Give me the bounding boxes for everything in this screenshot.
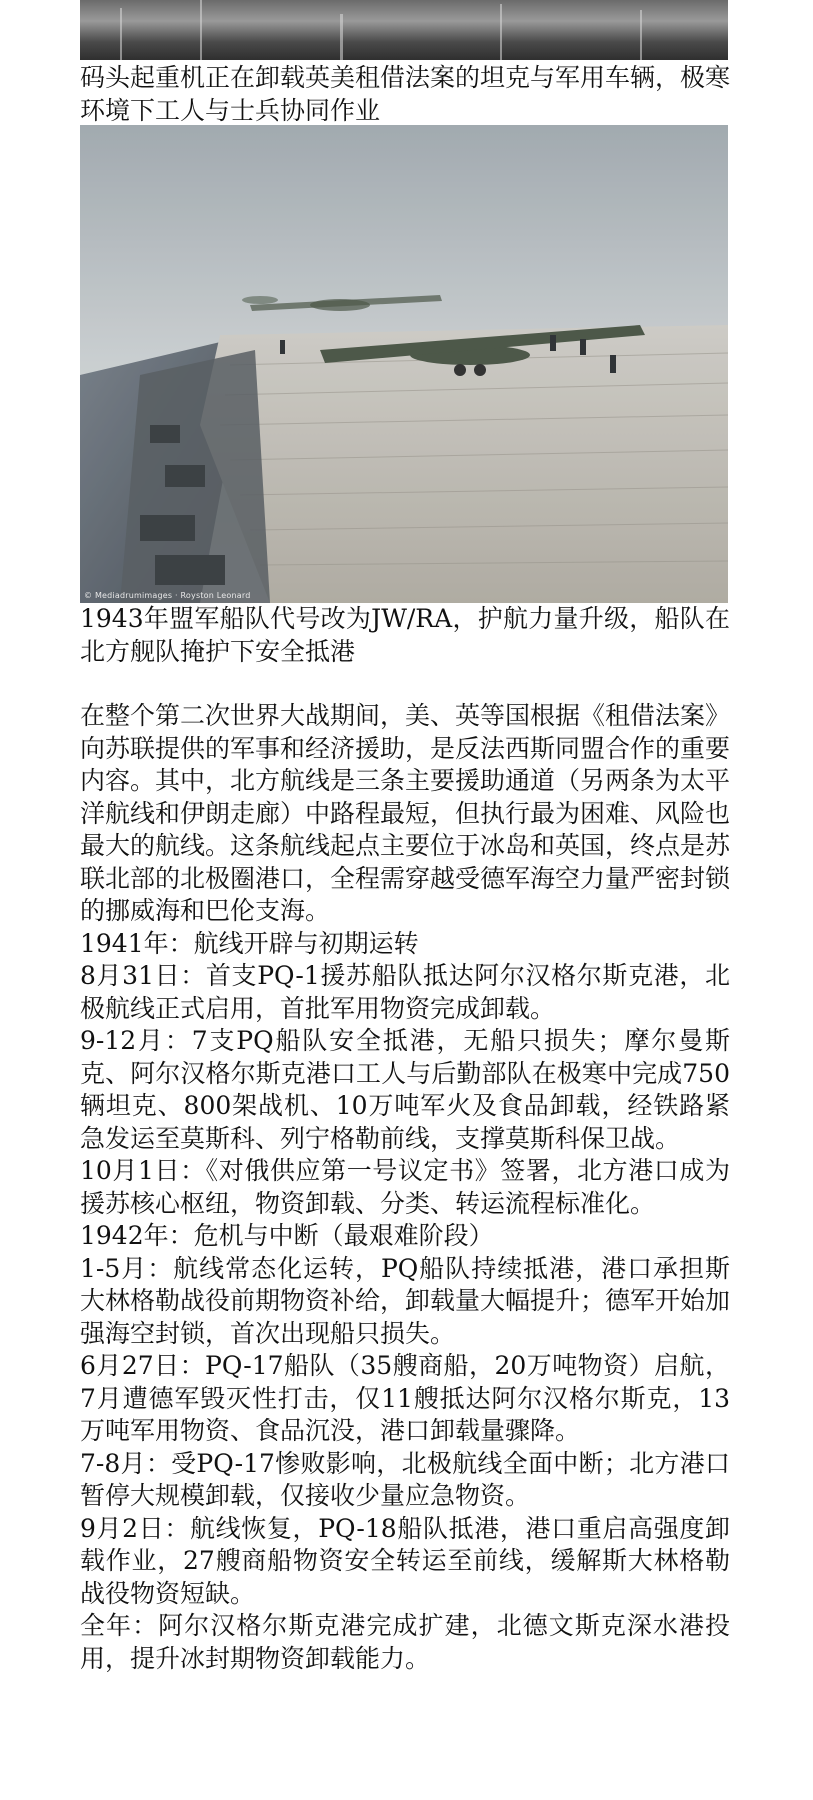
intro-paragraph: 在整个第二次世界大战期间，美、英等国根据《租借法案》向苏联提供的军事和经济援助，是反法西斯同盟合作的重要内容。其中，北方航线是三条主要援助通道（另两条为太平洋航线和伊朗走廊）中路程最短，但执行最为困难、风险也最大的航线。这条航线起点主要位于冰岛和英国，终点是苏联北部的北极圈港口，全程需穿越受德军海空力量严密封锁的挪威海和巴伦支海。 [80,701,731,925]
timeline-entry: 6月27日：PQ-17船队（35艘商船，20万吨物资）启航，7月遭德军毁灭性打击，仅11艘抵达阿尔汉格尔斯克，13万吨军用物资、食品沉没，港口卸载量骤降。 [80,1351,730,1445]
photo-caption-1: 码头起重机正在卸载英美租借法案的坦克与军用车辆，极寒环境下工人与士兵协同作业 [80,63,731,125]
section-heading-1942: 1942年：危机与中断（最艰难阶段） [80,1221,494,1250]
carrier-photo [80,125,728,603]
timeline-entry: 全年：阿尔汉格尔斯克港完成扩建，北德文斯克深水港投用，提升冰封期物资卸载能力。 [80,1611,730,1673]
timeline-entry: 7-8月：受PQ-17惨败影响，北极航线全面中断；北方港口暂停大规模卸载，仅接收少量应急物资。 [80,1448,730,1510]
timeline-entry: 9月2日：航线恢复，PQ-18船队抵港，港口重启高强度卸载作业，27艘商船物资安全转运至前线，缓解斯大林格勒战役物资短缺。 [80,1513,730,1608]
timeline-entry: 9-12月：7支PQ船队安全抵港，无船只损失；摩尔曼斯克、阿尔汉格尔斯克港口工人与后勤部队在极寒中完成750辆坦克、800架战机、10万吨军火及食品卸载，经铁路紧急发运至莫斯科、列宁格勒前线，支撑莫斯科保卫战。 [80,1026,730,1153]
photo-caption-2: 1943年盟军船队代号改为JW/RA，护航力量升级，船队在北方舰队掩护下安全抵港 [80,604,730,666]
timeline-entry: 1-5月：航线常态化运转，PQ船队持续抵港，港口承担斯大林格勒战役前期物资补给，卸载量大幅提升；德军开始加强海空封锁，首次出现船只损失。 [80,1253,731,1348]
carrier-photo-graphic [80,125,728,603]
timeline-entry: 8月31日：首支PQ-1援苏船队抵达阿尔汉格尔斯克港，北极航线正式启用，首批军用物资完成卸载。 [80,961,730,1023]
photo-credit: © Mediadrumimages · Royston Leonard [84,591,251,600]
section-heading-1941: 1941年：航线开辟与初期运转 [80,928,419,958]
article-body [80,700,730,1675]
dock-photo [80,0,728,60]
timeline-entry: 10月1日：《对俄供应第一号议定书》签署，北方港口成为援苏核心枢纽，物资卸载、分类、转运流程标准化。 [80,1156,730,1218]
